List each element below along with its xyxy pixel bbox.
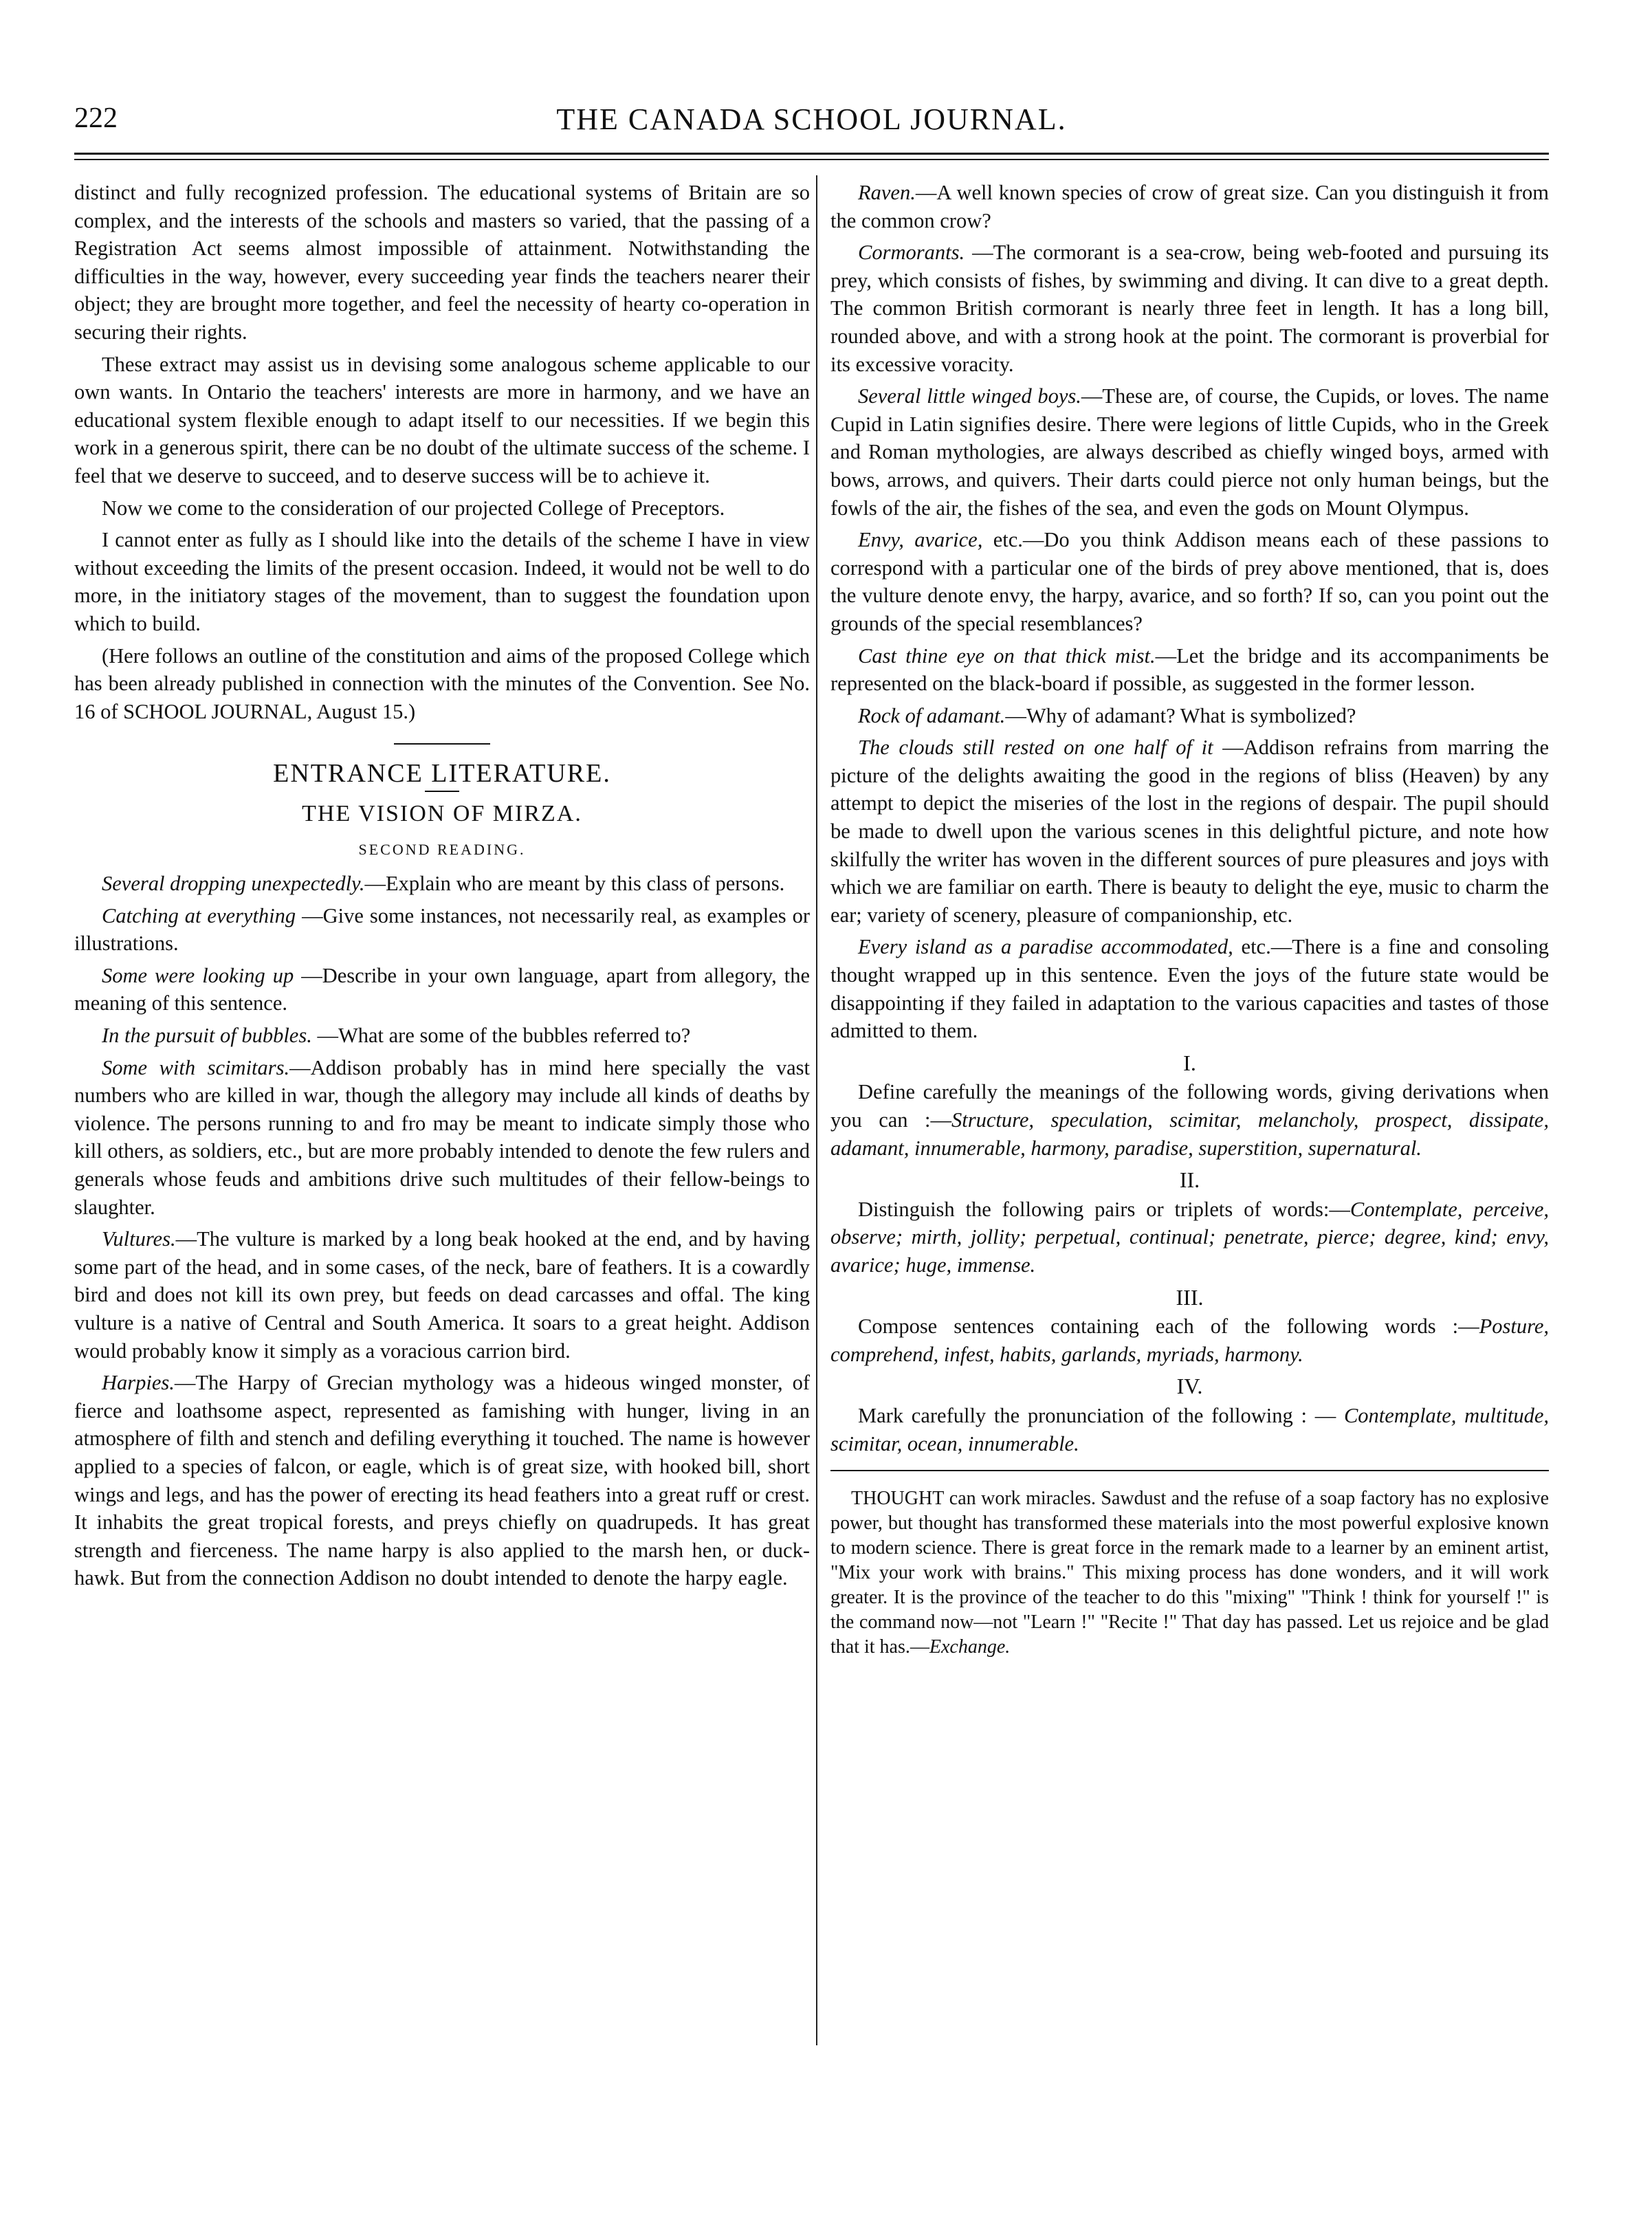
note-term: Some were looking up [102, 963, 294, 987]
exercise-words: Contemplate, multitude, scimitar, ocean, innumerable. [830, 1403, 1549, 1455]
exercise-words: Structure, speculation, scimitar, melancholy, prospect, dissipate, adamant, innumerable, harmony, paradise, superstition, supernatural. [830, 1108, 1549, 1160]
note-body: can work miracles. Sawdust and the refuse of a soap factory has no explosive power, but thought has transformed these materials into the most powerful explosive known to modern science. There is great force in the remark made to a learner by an eminent artist, "Mix your work with brains." This mixing process has done wonders, and it will work greater. It is the province of the teacher to do this "mixing" "Think ! think for yourself !" is the command now—not "Learn !" "Recite !" That day has passed. Let us rejoice and be glad that it has.— [830, 1488, 1549, 1658]
note-text: —The cormorant is a sea-crow, being web-footed and pursuing its prey, which consists of fishes, by swimming and diving. It can dive to a great depth. The common British cormorant is nearly three feet in length. It has a long bill, rounded above, and with a strong hook at the point. The cormorant is proverbial for its excessive voracity. [830, 241, 1549, 376]
note-item [830, 702, 1549, 730]
note-source: Exchange. [929, 1636, 1011, 1658]
reading-heading: SECOND READING. [358, 841, 526, 859]
note-item [74, 902, 810, 958]
exercise-intro: Compose sentences containing each of the following words :— [858, 1314, 1479, 1339]
note-item [74, 870, 810, 898]
paragraph: I cannot enter as fully as I should like into the details of the scheme I have in view without exceeding the limits of the present occasion. Indeed, it would not be well to do more, in the initiatory stages of the movement, than to suggest the foundation upon which to build. [74, 528, 810, 635]
note-term: Harpies. [102, 1371, 175, 1395]
note-term: Cormorants. [858, 241, 965, 265]
note-item [830, 526, 1549, 637]
note-term: Some with scimitars. [102, 1055, 290, 1079]
note-text: —The Harpy of Grecian mythology was a hideous winged monster, of fierce and loathsome aspect, represented as famishing with hunger, living in an atmosphere of filth and stench and defiling everything it touched. The name is however applied to a species of falcon, or eagle, which is of great size, with hooked bill, short wings and legs, and has the power of erecting its head feathers into a great ruff or crest. It inhabits the great tropical forests, and preys chiefly on quadrupeds. It has great strength and fierceness. The name harpy is also applied to the marsh hen, or duck-hawk. But from the connection Addison no doubt intended to denote the harpy eagle. [74, 1371, 810, 1590]
note-term: Every island as a paradise accommodated, [858, 935, 1233, 959]
note-text: —Give some instances, not necessarily real, as examples or illustrations. [74, 903, 810, 956]
page-number: 222 [74, 102, 118, 134]
exercise-intro: Distinguish the following pairs or triplets of words:— [858, 1197, 1350, 1221]
exercise [830, 1402, 1549, 1458]
note-item [74, 1022, 810, 1050]
note-item [74, 1225, 810, 1365]
exercise-numeral: III. [1176, 1284, 1204, 1310]
exercise-intro: Mark carefully the pronunciation of the following : — [858, 1403, 1344, 1427]
header-rule [74, 153, 1549, 160]
sub-title: THE VISION OF MIRZA. [302, 800, 582, 826]
paragraph: These extract may assist us in devising some analogous scheme applicable to our own wants. In Ontario the teachers' interests are more in harmony, and we have an educational system flexible enough to adapt itself to our necessities. If we begin this work in a generous spirit, there can be no doubt of the ultimate success of the scheme. I feel that we deserve to succeed, and to deserve success will be to achieve it. [74, 352, 810, 487]
exercise-numeral: II. [1179, 1167, 1200, 1193]
note-term: Rock of adamant. [858, 703, 1006, 727]
note-term: Cast thine eye on that thick mist. [858, 644, 1156, 668]
exercise [830, 1312, 1549, 1368]
note-term: The clouds still rested on one half of it [858, 736, 1213, 760]
note-item [830, 642, 1549, 698]
note-item [830, 179, 1549, 234]
note-text: —Describe in your own language, apart from allegory, the meaning of this sentence. [74, 963, 810, 1015]
note-item [74, 1369, 810, 1592]
note-item [830, 734, 1549, 929]
note-text: —Let the bridge and its accompaniments be represented on the black-board if possible, as suggested in the former lesson. [830, 644, 1549, 696]
right-column [830, 179, 1549, 1664]
note-text: —Addison probably has in mind here specially the vast numbers who are killed in war, though the allegory may include all kinds of deaths by violence. The persons running to and fro may be meant to indicate simply those who kill others, as soldiers, etc., but are more probably intended to denote the few rulers and generals whose feuds and ambitions drive such multitudes of their fellow-beings to slaughter. [74, 1055, 810, 1219]
note-item [74, 1054, 810, 1222]
note-term: Several dropping unexpectedly. [102, 872, 365, 896]
note-item [74, 962, 810, 1018]
note-text: —These are, of course, the Cupids, or loves. The name Cupid in Latin signifies desire. There were legions of little Cupids, who in the Greek and Roman mythologies, are always described as chiefly winged boys, armed with bows, arrows, and quivers. Their darts could pierce not only human beings, but the fowls of the air, the fishes of the sea, and even the gods on Mount Olympus. [830, 384, 1550, 520]
note-text: —What are some of the bubbles referred to? [311, 1024, 691, 1048]
note-text: —Why of adamant? What is symbolized? [1005, 703, 1356, 727]
note-text: —The vulture is marked by a long beak hooked at the end, and by having some part of the head, and in some cases, of the neck, bare of feathers. It is a cowardly bird and does not kill its own prey, but feeds on dead carcasses and offal. The king vulture is a native of Central and South America. It soars to a great height. Addison would probably know it simply as a voracious carrion bird. [74, 1227, 810, 1363]
exercise-words: Contemplate, perceive, observe; mirth, jollity; perpetual, continual; penetrate, pierce; degree, kind; envy, avarice; huge, immense. [830, 1197, 1549, 1277]
note-item [830, 239, 1549, 378]
note-term: Several little winged boys. [858, 384, 1081, 408]
exercise [830, 1196, 1549, 1279]
paragraph: Now we come to the consideration of our projected College of Preceptors. [102, 496, 725, 520]
section-title: ENTRANCE LITERATURE. [273, 759, 611, 789]
note-divider [830, 1470, 1549, 1471]
title-divider [425, 791, 459, 792]
note-term: In the pursuit of bubbles. [102, 1024, 312, 1048]
note-text: —A well known species of crow of great size. Can you distinguish it from the common crow? [830, 181, 1549, 232]
note-lead: THOUGHT [851, 1488, 945, 1510]
note-item [830, 382, 1549, 522]
section-divider [394, 743, 490, 745]
note-text: —Explain who are meant by this class of persons. [364, 872, 785, 896]
exercise-intro: Define carefully the meanings of the following words, giving derivations when you can :— [830, 1080, 1549, 1132]
page-header [74, 102, 1549, 150]
thought-note [830, 1486, 1549, 1660]
note-term: Catching at everything [102, 903, 296, 927]
note-term: Raven. [858, 181, 916, 204]
paragraph: (Here follows an outline of the constitution and aims of the proposed College which has been already published in connection with the minutes of the Convention. See No. 16 of SCHOOL JOURNAL, August 15.) [74, 644, 810, 723]
running-title: THE CANADA SCHOOL JOURNAL. [556, 102, 1067, 136]
exercise [830, 1078, 1549, 1162]
exercise-words: Posture, comprehend, infest, habits, garlands, myriads, harmony. [830, 1314, 1549, 1366]
column-divider [816, 175, 817, 2045]
note-text: etc.—Do you think Addison means each of these passions to correspond with a particular one of the birds of prey above mentioned, that is, does the vulture denote envy, the harpy, avarice, and so forth? If so, can you point out the grounds of the special resemblances? [830, 528, 1549, 635]
note-term: Vultures. [102, 1227, 176, 1251]
left-column [74, 179, 810, 1596]
exercise-numeral: I. [1183, 1050, 1196, 1075]
note-term: Envy, avarice, [858, 528, 983, 552]
paragraph: distinct and fully recognized profession. The educational systems of Britain are so complex, and the interests of the schools and masters so varied, that the passing of a Registration Act seems almost impossible of attainment. Notwithstanding the difficulties in the way, however, every succeeding year finds the teachers nearer their object; they are brought more together, and feel the necessity of hearty co-operation in securing their rights. [74, 181, 810, 344]
exercise-numeral: IV. [1176, 1374, 1203, 1399]
note-item [830, 933, 1549, 1044]
note-text: —Addison refrains from marring the picture of the delights awaiting the good in the regions of bliss (Heaven) by any attempt to depict the miseries of the lost in the regions of despair. The pupil should be made to dwell upon the various scenes in this delightful picture, and note how skilfully the writer has woven in the different sources of pure pleasures and joys with which we are familiar on earth. There is beauty to delight the eye, music to charm the ear; variety of scenery, pleasure of companionship, etc. [830, 736, 1549, 927]
note-text: etc.—There is a fine and consoling thought wrapped up in this sentence. Even the joys of the future state would be disappointing if they failed in adaptation to the various capacities and tastes of those admitted to them. [830, 935, 1549, 1043]
